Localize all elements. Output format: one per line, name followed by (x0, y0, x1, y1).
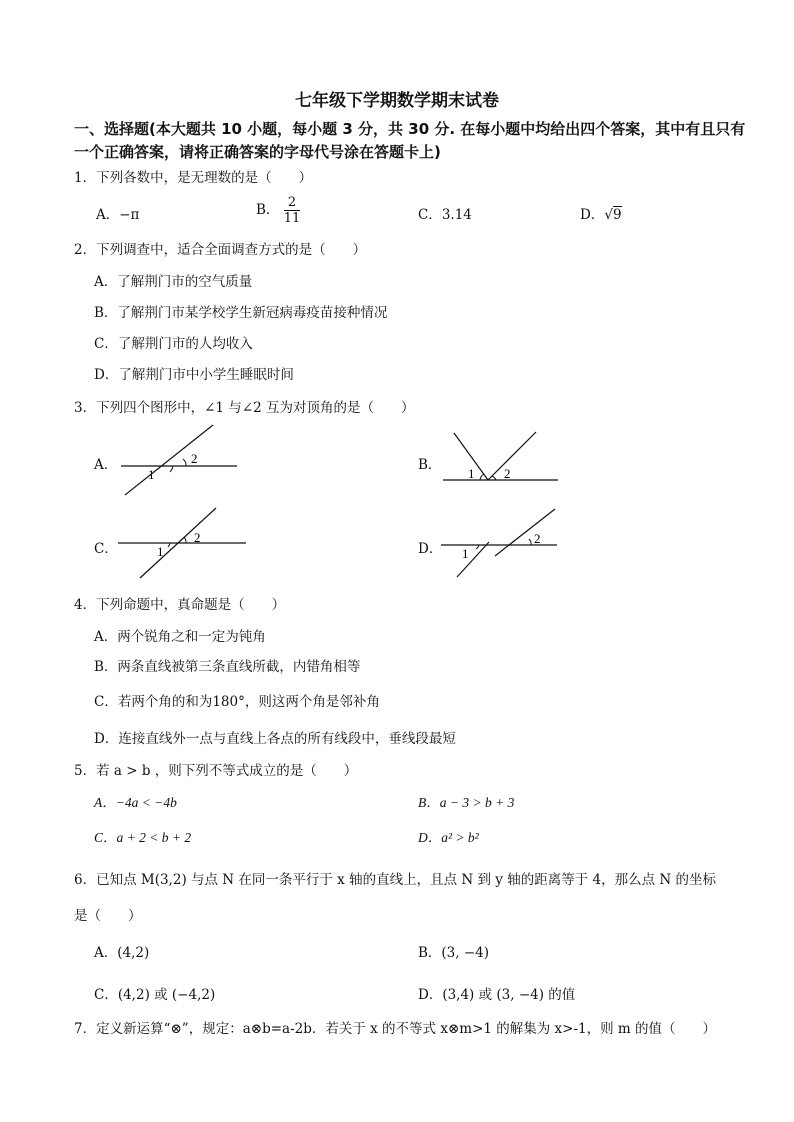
q3b-angle2-label: 2 (504, 466, 511, 481)
q1-option-b-fraction (284, 195, 301, 226)
q3d-angle2-label: 2 (534, 531, 541, 546)
q1-option-b (256, 195, 300, 226)
q6-option-a: A．(4,2) (94, 945, 150, 961)
q3-figure-b (440, 428, 565, 490)
q5-option-b: B．a − 3 > b + 3 (418, 795, 515, 810)
q3a-angle2-label: 2 (191, 451, 198, 466)
q5-option-d: D．a² > b² (418, 830, 479, 845)
q6-option-c: C．(4,2) 或 (−4,2) (94, 987, 216, 1003)
q5-stem: 5．若 a > b ，则下列不等式成立的是（ ） (74, 763, 358, 779)
q3c-angle2-label: 2 (194, 530, 201, 545)
q6-option-d: D．(3,4) 或 (3, −4) 的值 (418, 987, 576, 1003)
q1-stem: 1．下列各数中，是无理数的是（ ） (74, 170, 313, 186)
q7-stem: 7．定义新运算“⊗”，规定：a⊗b=a-2b．若关于 x 的不等式 x⊗m>1 的解集为 x>-1，则 m 的值（ ） (74, 1021, 717, 1037)
q3-figure-a (115, 422, 245, 502)
q1-option-d (580, 203, 622, 223)
q2-option-c: C．了解荆门市的人均收入 (94, 336, 253, 352)
section-heading: 一、选择题(本大题共 10 小题，每小题 3 分，共 30 分. 在每小题中均给出四个答案，其中有且只有一个正确答案，请将正确答案的字母代号涂在答题卡上) (74, 120, 746, 161)
q3-stem: 3．下列四个图形中，∠1 与∠2 互为对顶角的是（ ） (74, 400, 415, 416)
q3-option-c: C． (94, 541, 118, 557)
q1-option-d-label: D． (580, 207, 605, 223)
q3-option-b: B． (418, 457, 442, 473)
q1-option-d-radicand: 9 (612, 207, 622, 223)
q2-option-a: A．了解荆门市的空气质量 (94, 274, 253, 290)
q6-stem: 6．已知点 M(3,2) 与点 N 在同一条平行于 x 轴的直线上，且点 N 到 y 轴的距离等于 4，那么点 N 的坐标 (74, 872, 716, 888)
q4-option-c: C．若两个角的和为180°，则这两个角是邻补角 (94, 694, 380, 710)
q4-stem: 4．下列命题中，真命题是（ ） (74, 597, 286, 613)
q3c-angle1-label: 1 (157, 544, 164, 559)
q3b-angle1-label: 1 (468, 466, 475, 481)
q3a-angle1-label: 1 (148, 467, 155, 482)
q2-option-d: D．了解荆门市中小学生睡眠时间 (94, 367, 294, 383)
q3-option-a: A． (94, 457, 118, 473)
q4-option-a: A．两个锐角之和一定为钝角 (94, 629, 266, 645)
q1-option-a: A．−π (96, 207, 140, 223)
q2-option-b: B．了解荆门市某学校学生新冠病毒疫苗接种情况 (94, 305, 388, 321)
q6-option-b: B．(3, −4) (418, 945, 490, 961)
q5-option-c: C．a + 2 < b + 2 (94, 830, 192, 845)
q1-option-b-denominator: 11 (283, 211, 301, 226)
q5-option-a: A．−4a < −4b (94, 795, 177, 810)
q2-stem: 2．下列调查中，适合全面调查方式的是（ ） (74, 242, 367, 258)
q1-option-b-label: B． (256, 202, 280, 218)
q3-option-d: D． (418, 541, 443, 557)
q1-option-b-numerator: 2 (284, 195, 301, 211)
exam-title: 七年级下学期数学期末试卷 (295, 91, 499, 111)
q3-figure-c (112, 504, 252, 582)
q1-option-c: C．3.14 (418, 207, 472, 223)
q4-option-d: D．连接直线外一点与直线上各点的所有线段中，垂线段最短 (94, 731, 456, 747)
q4-option-b: B．两条直线被第三条直线所截，内错角相等 (94, 659, 361, 675)
sqrt-icon: √ (604, 207, 613, 223)
q3-figure-d (437, 504, 562, 580)
q6-stem-continued: 是（ ） (74, 908, 142, 924)
q3d-angle1-label: 1 (462, 546, 469, 561)
